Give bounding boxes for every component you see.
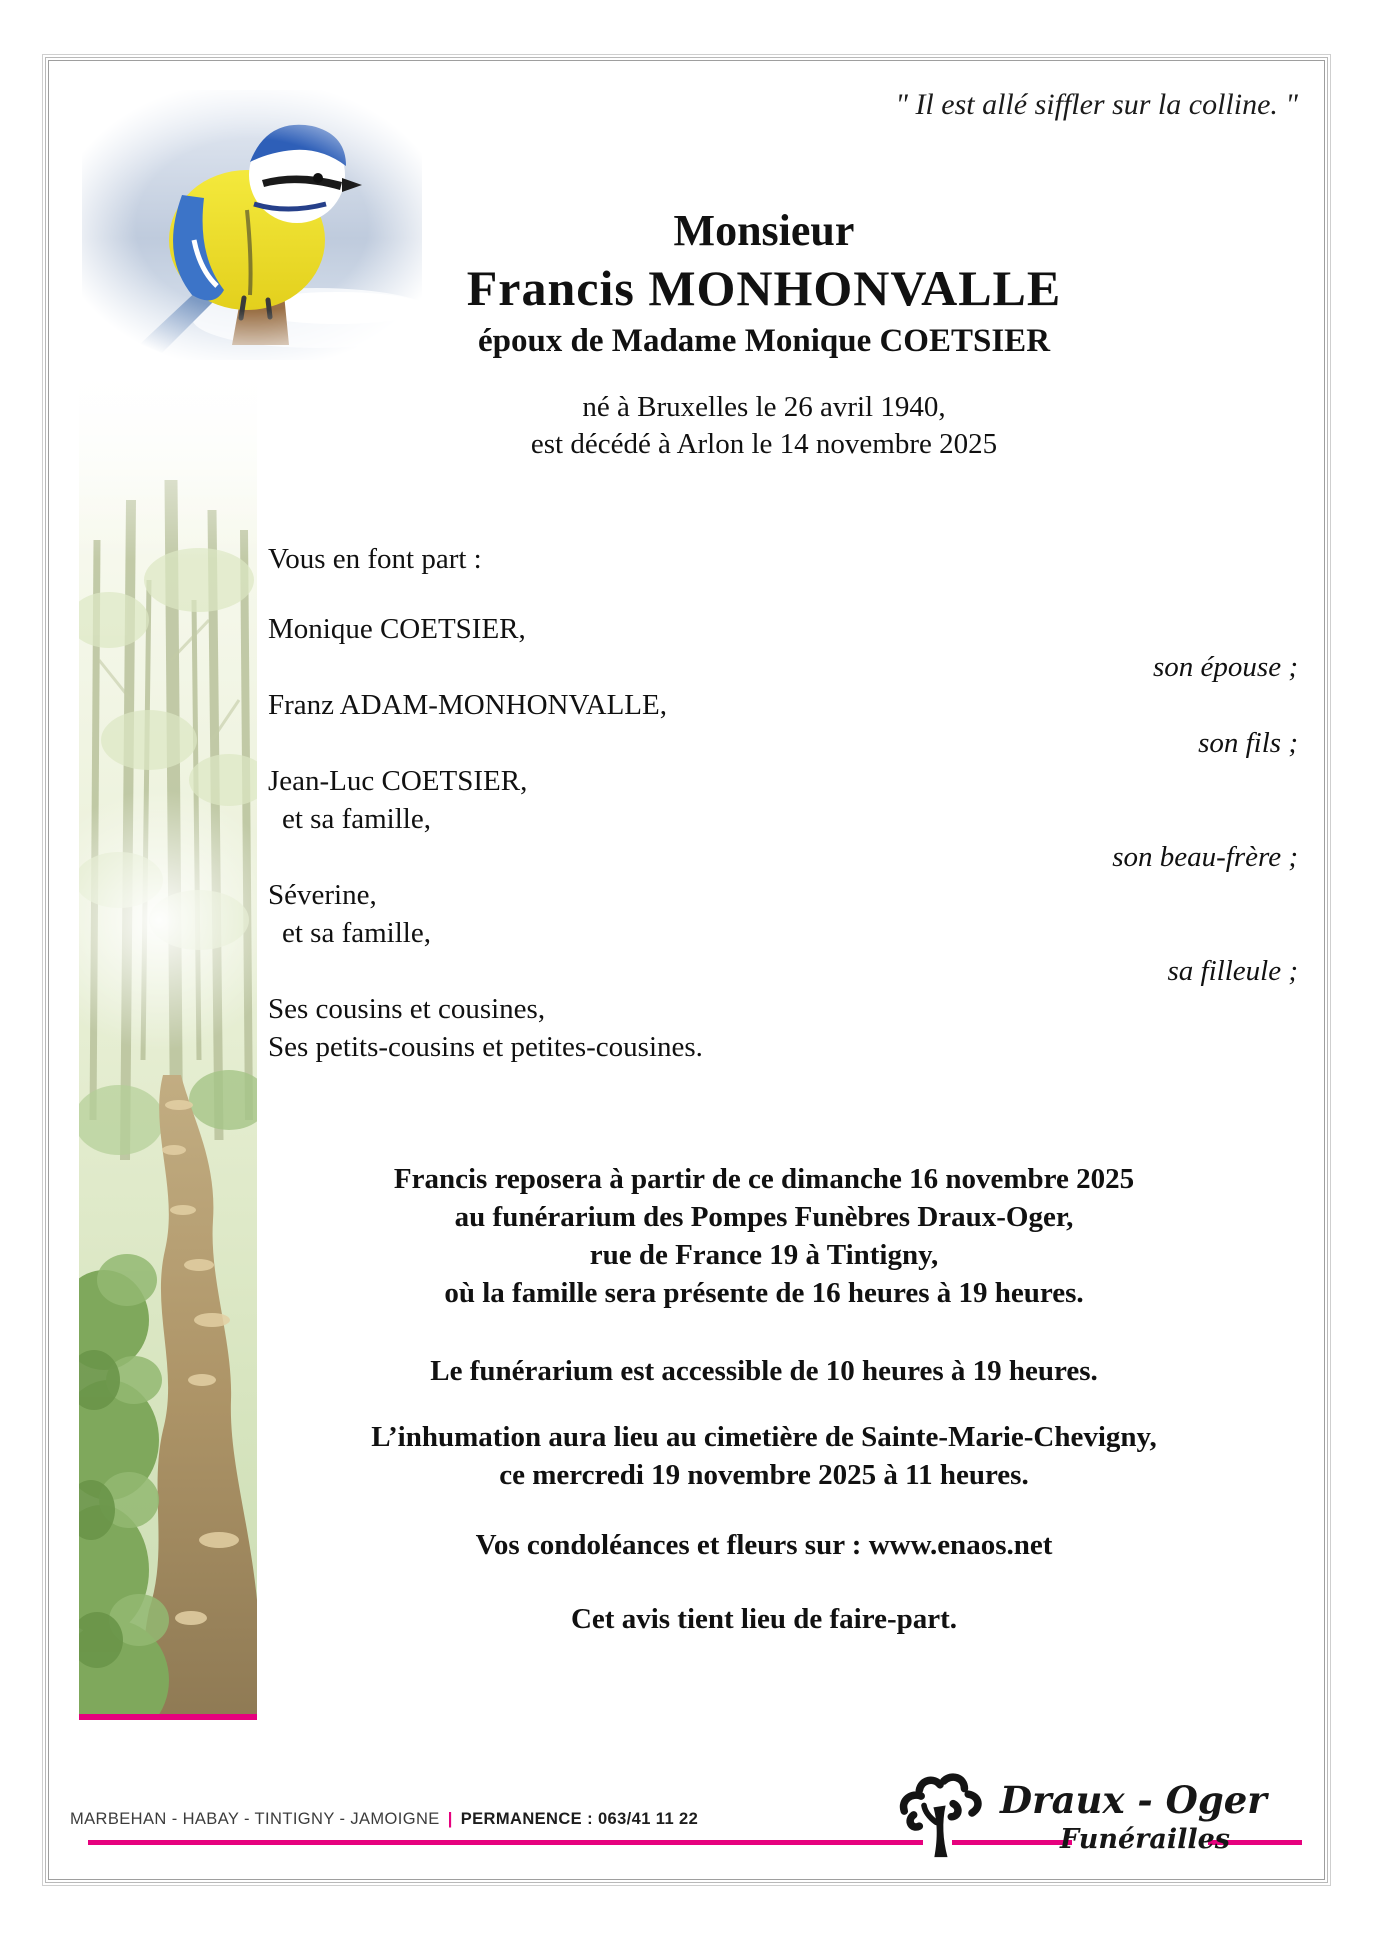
family-member-name: Séverine, [268,879,377,911]
repose-line: au funérarium des Pompes Funèbres Draux-Oger, [454,1201,1074,1233]
salutation: Monsieur [673,206,855,255]
family-member-sub-line: et sa famille, [282,803,431,835]
family-member-name: Ses petits-cousins et petites-cousines. [268,1031,703,1063]
footer-accent-line-left [88,1840,923,1845]
ceremony-details-block [230,1160,1298,1638]
burial-line: L’inhumation aura lieu au cimetière de Sainte-Marie-Chevigny, [371,1421,1157,1453]
birth-death-dates [230,389,1298,463]
condolences-line: Vos condoléances et fleurs sur : www.enaos.net [475,1529,1053,1561]
header-block [230,205,1298,463]
family-member-name: Jean-Luc COETSIER, [268,765,528,797]
family-member-name: Monique COETSIER, [268,613,526,645]
family-announcement-block [268,540,1298,1066]
family-relation: son épouse ; [1153,651,1298,683]
footer-separator: | [447,1810,453,1828]
family-member-name: Ses cousins et cousines, [268,993,546,1025]
repose-line: rue de France 19 à Tintigny, [589,1239,939,1271]
tree-icon [893,1766,987,1860]
funerarium-access-line: Le funérarium est accessible de 10 heures à 19 heures. [430,1355,1098,1387]
memorial-quote: " Il est allé siffler sur la colline. " [895,88,1298,121]
family-member-name: Franz ADAM-MONHONVALLE, [268,689,667,721]
footer-permanence: PERMANENCE : 063/41 11 22 [460,1810,699,1828]
brand-subtitle: Funérailles [1060,1824,1231,1855]
family-member-sub-line: et sa famille, [282,917,431,949]
deceased-name: Francis MONHONVALLE [466,260,1062,316]
repose-line: Francis reposera à partir de ce dimanche 16 novembre 2025 [393,1163,1135,1195]
death-line: est décédé à Arlon le 14 novembre 2025 [530,428,998,460]
family-relation: son beau-frère ; [1112,841,1298,873]
spouse-line: époux de Madame Monique COETSIER [477,323,1051,359]
footer-locations-bar [70,1810,698,1829]
footer-locations: MARBEHAN - HABAY - TINTIGNY - JAMOIGNE [70,1810,440,1828]
brand-name: Draux - Oger [1000,1778,1267,1822]
burial-line: ce mercredi 19 novembre 2025 à 11 heures. [499,1459,1029,1491]
family-relation: sa filleule ; [1167,955,1298,987]
birth-line: né à Bruxelles le 26 avril 1940, [582,391,946,423]
repose-line: où la famille sera présente de 16 heures à 19 heures. [444,1277,1084,1309]
announcement-intro: Vous en font part : [268,543,482,575]
tree-logo-illustration [893,1766,987,1860]
family-relation: son fils ; [1198,727,1298,759]
notice-line: Cet avis tient lieu de faire-part. [570,1603,958,1635]
